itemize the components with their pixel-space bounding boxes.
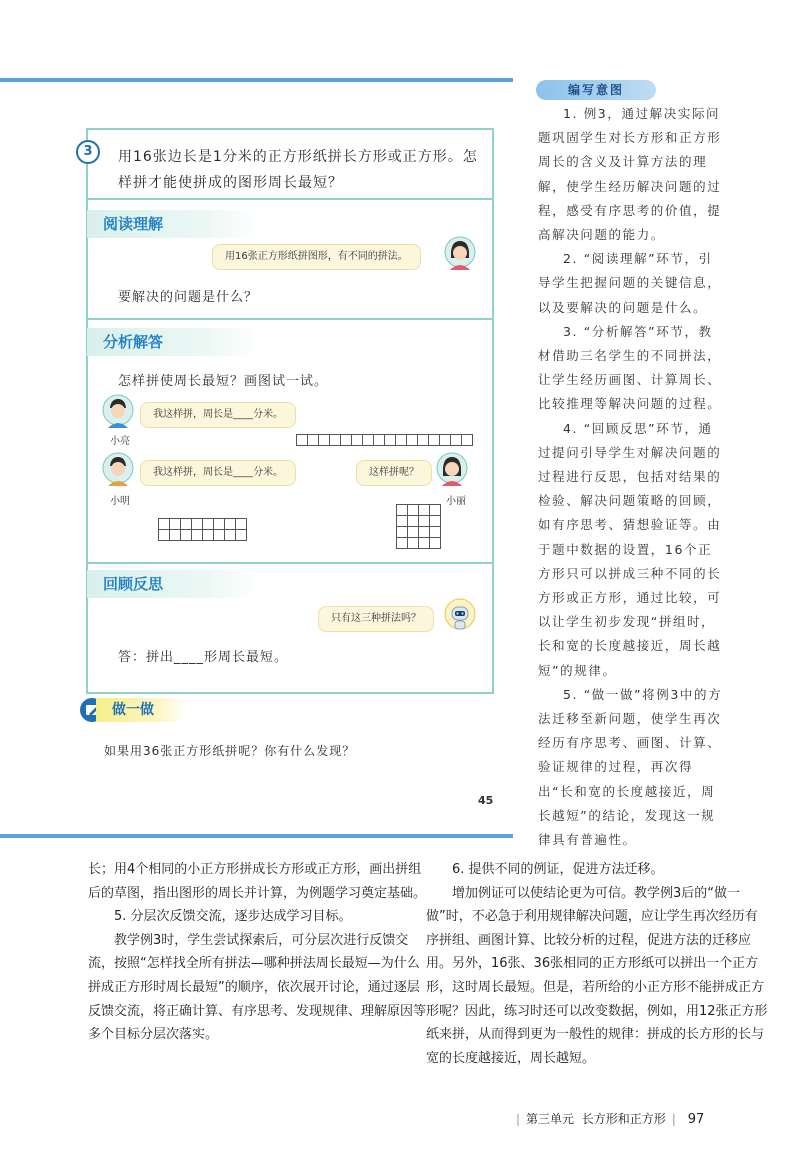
do-it-question: 如果用36张正方形纸拼呢？你有什么发现？ [104, 744, 356, 758]
grid-square [429, 537, 441, 549]
body-paragraph: 增加例证可以使结论更为可信。教学例3后的“做一做”时，不必急于利用规律解决问题，应让学生再次经历有序拼组、画图计算、比较分析的过程，促进方法的迁移应用。另外，16张、36张相同的正方形纸可以拼出一个正方形，这时周长最短。但是，若所给的小正方形不能拼成正方形呢？因此，练习时还可以改变数据，例如，用12张正方形纸来拼，从而得到更为一般性的规律：拼成的长方形的长与宽的长度越接近，周长越短。 [426, 885, 768, 1066]
intent-text [538, 102, 724, 852]
student-xiaoming-avatar-icon [102, 452, 134, 486]
intent-paragraph: 4. “回顾反思”环节，通过提问引导学生对解决问题的过程进行反思，包括对结果的检验、解决问题策略的回顾，如有序思考、猜想验证等。由于题中数据的设置，16个正方形只可以拼成三种不同的长方形或正方形，通过比较，可以让学生初步发现“拼组时，长和宽的长度越接近，周长越短”的规律。 [538, 420, 722, 678]
student-name-xiaoming: 小明 [110, 496, 130, 507]
analyze-prompt: 怎样拼使周长最短？画图试一试。 [118, 374, 329, 389]
example-question: 用16张边长是1分米的正方形纸拼长方形或正方形。怎样拼才能使拼成的图形周长最短？ [118, 149, 478, 191]
read-question: 要解决的问题是什么？ [118, 290, 259, 305]
grid-square [235, 529, 247, 541]
page-number: 97 [687, 1112, 705, 1127]
grid-square [461, 434, 473, 446]
body-column-left [88, 858, 430, 1047]
intent-paragraph: 5. “做一做”将例3中的方法迁移至新问题，使学生再次经历有序思考、画图、计算、验证规律的过程，再次得出“长和宽的长度越接近，周长越短”的结论，发现这一规律具有普遍性。 [538, 686, 723, 848]
robot-avatar-icon [444, 598, 476, 632]
speech-bubble-xiaoliang: 我这样拼，周长是____分米。 [140, 402, 296, 428]
footer-unit: 第三单元 [526, 1112, 575, 1126]
student-xiaoli-avatar-icon [436, 452, 468, 486]
page-footer [510, 1110, 704, 1127]
speech-bubble-xiaoli: 这样拼呢？ [356, 460, 432, 486]
footer-title: 长方形和正方形 [581, 1112, 666, 1126]
speech-bubble-xiaoming: 我这样拼，周长是____分米。 [140, 460, 296, 486]
textbook-page-image [0, 78, 513, 838]
example-frame [83, 128, 494, 694]
body-paragraph: 长；用4个相同的小正方形拼成长方形或正方形，画出拼组后的草图，指出图形的周长并计算，为例题学习奠定基础。 [88, 862, 427, 901]
body-column-right [426, 858, 768, 1070]
textbook-page-number: 45 [478, 794, 494, 807]
intent-heading: 编写意图 [536, 80, 656, 100]
intent-paragraph: 3. “分析解答”环节，教材借助三名学生的不同拼法，让学生经历画图、计算周长、比较推理等解决问题的过程。 [538, 323, 722, 412]
grid-4x4 [396, 504, 440, 548]
intent-paragraph: 1. 例3，通过解决实际问题巩固学生对长方形和正方形周长的含义及计算方法的理解，使学生经历解决问题的过程，感受有序思考的价值，提高解决问题的能力。 [538, 106, 722, 243]
body-paragraph: 教学例3时，学生尝试探索后，可分层次进行反馈交流，按照“怎样找全所有拼法—哪种拼法周长最短—为什么拼成正方形时周长最短”的顺序，依次展开讨论，通过逐层反馈交流，将正确计算、有序思考、发现规律、理解原因等多个目标分层次落实。 [88, 932, 427, 1043]
speech-bubble-robot: 只有这三种拼法吗？ [318, 606, 434, 632]
body-paragraph: 5. 分层次反馈交流，逐步达成学习目标。 [114, 909, 352, 925]
do-it-label: 做一做 [96, 698, 186, 722]
example-number-badge: 3 [76, 140, 100, 164]
student-xiaoliang-avatar-icon [102, 394, 134, 428]
review-answer: 答：拼出____形周长最短。 [118, 650, 289, 665]
section-divider [88, 198, 492, 200]
body-paragraph: 6. 提供不同的例证，促进方法迁移。 [452, 862, 664, 877]
student-name-xiaoliang: 小亮 [110, 436, 130, 447]
section-divider [88, 562, 492, 564]
student-name-xiaoli: 小丽 [446, 496, 466, 507]
teacher-avatar-icon [444, 236, 476, 270]
speech-bubble-read: 用16张正方形纸拼图形，有不同的拼法。 [212, 244, 421, 270]
section-heading-analyze: 分析解答 [87, 328, 257, 356]
section-heading-review: 回顾反思 [87, 570, 257, 598]
intent-paragraph: 2. “阅读理解”环节，引导学生把握问题的关键信息，以及要解决的问题是什么。 [538, 251, 722, 315]
grid-1x16 [296, 434, 472, 445]
section-heading-read: 阅读理解 [87, 210, 257, 238]
grid-2x8 [158, 518, 246, 540]
footer-separator: | [671, 1112, 676, 1126]
footer-separator: | [516, 1112, 521, 1126]
section-divider [88, 318, 492, 320]
